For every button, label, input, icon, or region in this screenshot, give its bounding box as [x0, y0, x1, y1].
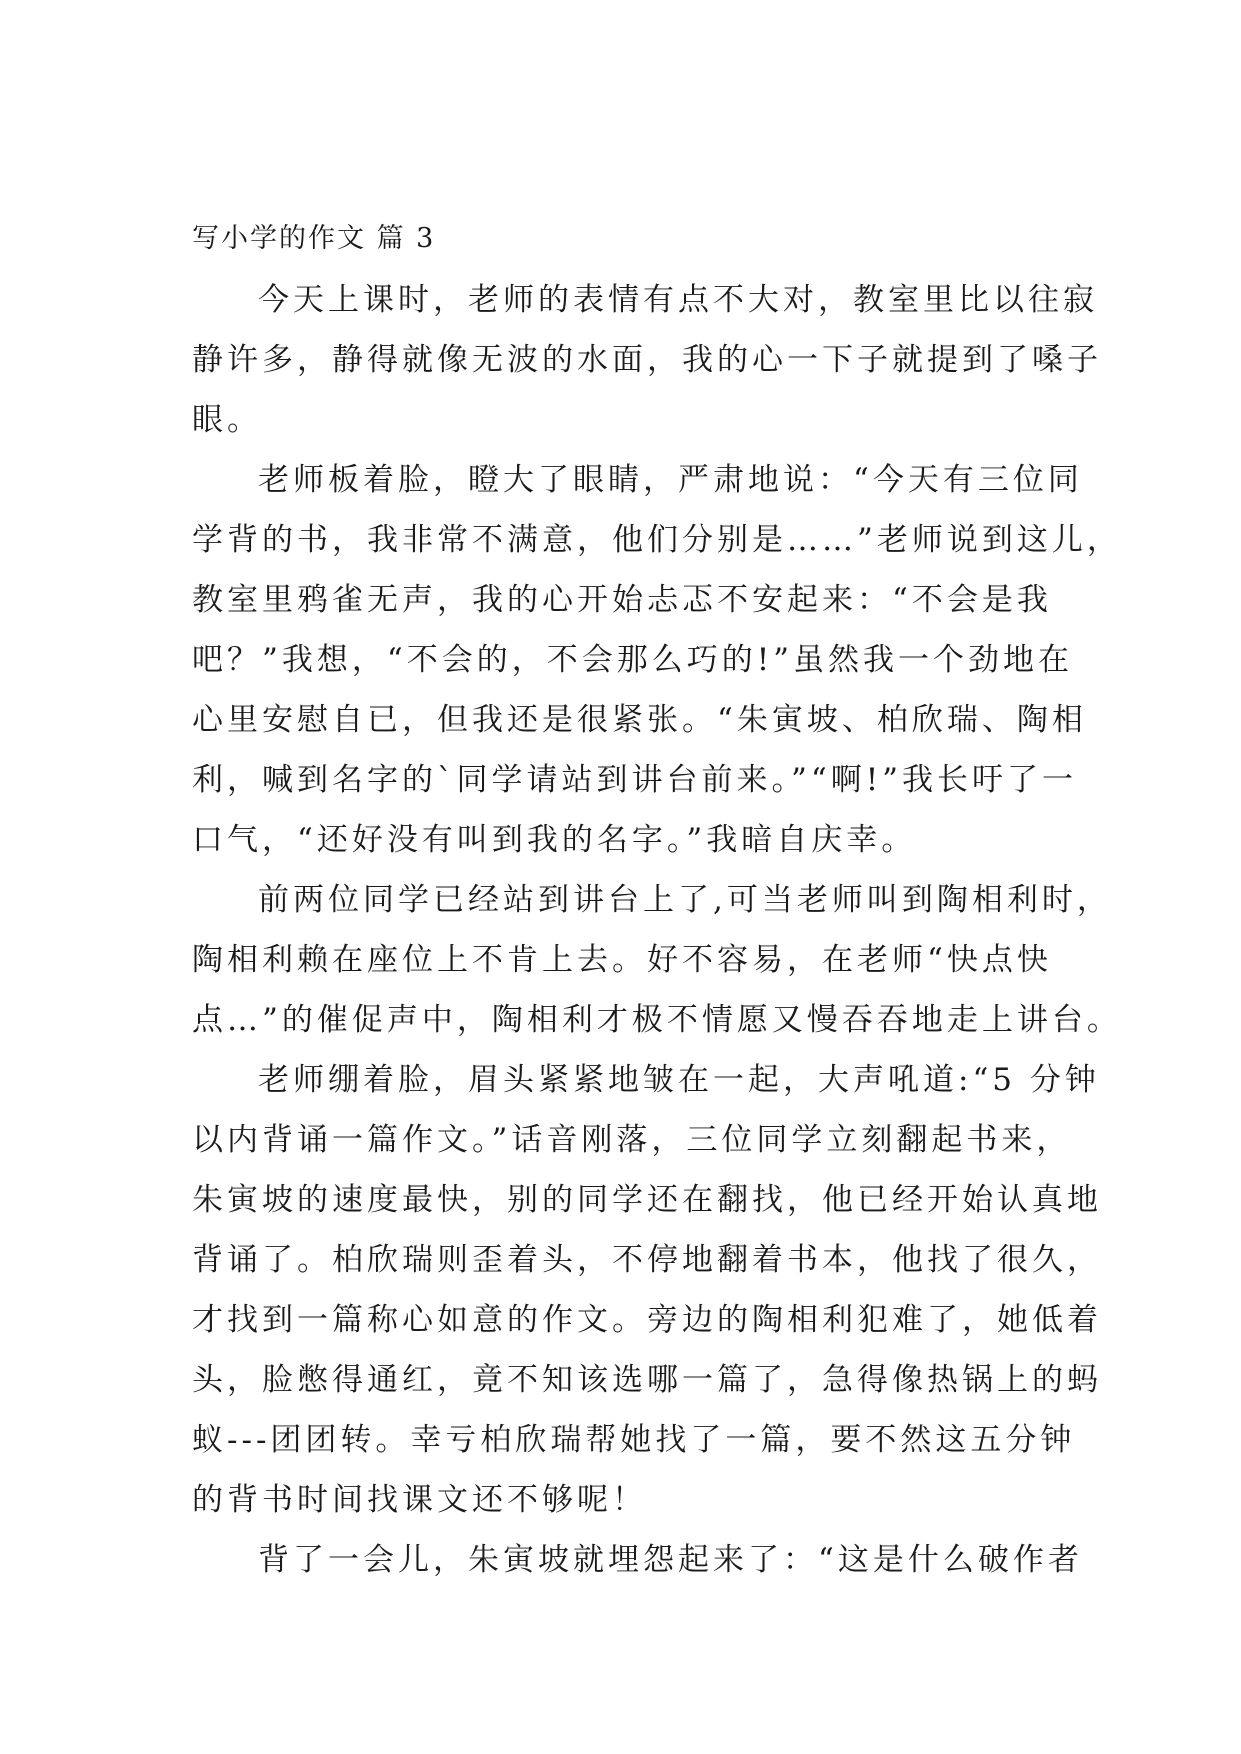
text-line: 以内背诵一篇作文。”话音刚落，三位同学立刻翻起书来，: [192, 1122, 1072, 1158]
text-line: 前两位同学已经站到讲台上了,可当老师叫到陶相利时，: [258, 882, 1112, 918]
text-line: 的背书时间找课文还不够呢！: [192, 1482, 647, 1518]
text-line: 蚁---团团转。幸亏柏欣瑞帮她找了一篇，要不然这五分钟: [192, 1422, 1076, 1458]
paragraph-1: [192, 270, 1102, 450]
text-line: 学背的书，我非常不满意，他们分别是……”老师说到这儿，: [192, 522, 1122, 558]
text-line: 口气，“还好没有叫到我的名字。”我暗自庆幸。: [192, 822, 917, 858]
paragraph-3: [192, 870, 1122, 1050]
text-line: 老师绷着脸，眉头紧紧地皱在一起，大声吼道:“5 分钟: [258, 1062, 1100, 1098]
text-line: 老师板着脸，瞪大了眼睛，严肃地说：“今天有三位同: [258, 462, 1083, 498]
text-line: 朱寅坡的速度最快，别的同学还在翻找，他已经开始认真地: [192, 1182, 1102, 1218]
text-line: 背了一会儿，朱寅坡就埋怨起来了：“这是什么破作者: [258, 1542, 1083, 1578]
text-line: 教室里鸦雀无声，我的心开始忐忑不安起来：“不会是我: [192, 582, 1052, 618]
text-line: 才找到一篇称心如意的作文。旁边的陶相利犯难了，她低着: [192, 1302, 1102, 1338]
text-line: 点…”的催促声中，陶相利才极不情愿又慢吞吞地走上讲台。: [192, 1002, 1122, 1038]
text-line: 静许多，静得就像无波的水面，我的心一下子就提到了嗓子: [192, 342, 1102, 378]
text-line: 眼。: [192, 402, 262, 438]
paragraph-5: [192, 1530, 1083, 1590]
text-line: 头，脸憋得通红，竟不知该选哪一篇了，急得像热锅上的蚂: [192, 1362, 1102, 1398]
text-line: 今天上课时，老师的表情有点不大对，教室里比以往寂: [258, 282, 1098, 318]
paragraph-4: [192, 1050, 1102, 1530]
text-line: 吧？”我想，“不会的，不会那么巧的!”虽然我一个劲地在: [192, 642, 1073, 678]
paragraph-2: [192, 450, 1122, 870]
text-line: 陶相利赖在座位上不肯上去。好不容易，在老师“快点快: [192, 942, 1052, 978]
text-line: 背诵了。柏欣瑞则歪着头，不停地翻着书本，他找了很久，: [192, 1242, 1102, 1278]
text-line: 心里安慰自已，但我还是很紧张。“朱寅坡、柏欣瑞、陶相: [192, 702, 1087, 738]
essay-body: [192, 222, 1122, 1590]
text-line: 利，喊到名字的`同学请站到讲台前来。”“啊!”我长吁了一: [192, 762, 1077, 798]
essay-title: 写小学的作文 篇 3: [192, 223, 436, 254]
